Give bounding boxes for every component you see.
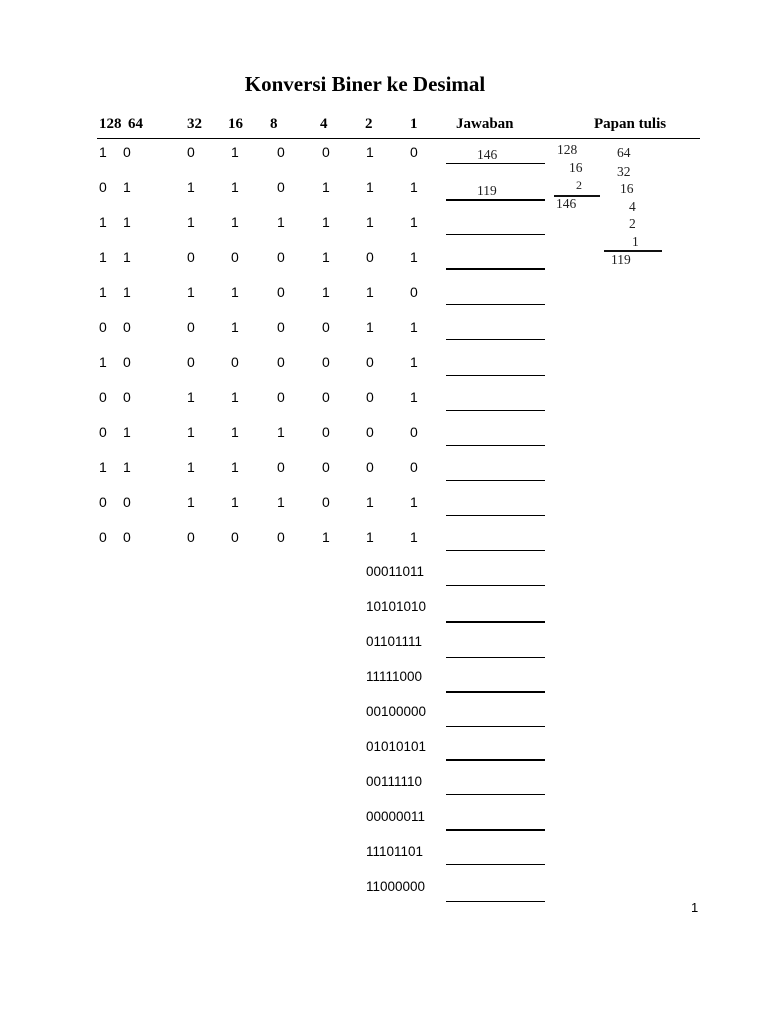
answer-line[interactable]	[446, 199, 545, 201]
answer-line[interactable]	[446, 585, 545, 586]
bit-cell: 1	[231, 319, 239, 335]
header-bit-8: 8	[270, 116, 278, 132]
bit-cell: 1	[231, 494, 239, 510]
answer-2: 119	[477, 183, 497, 198]
bit-cell: 0	[322, 389, 330, 405]
bit-cell: 0	[410, 424, 418, 440]
bit-cell: 1	[231, 459, 239, 475]
binary-string: 01010101	[366, 739, 427, 754]
bit-cell: 0	[322, 424, 330, 440]
binary-string: 00100000	[366, 704, 427, 719]
bit-cell: 1	[123, 179, 131, 195]
bit-cell: 1	[187, 424, 195, 440]
binary-string: 11000000	[366, 879, 426, 894]
bit-cell: 1	[322, 529, 330, 545]
page-number: 1	[691, 900, 699, 915]
bit-cell: 1	[187, 494, 195, 510]
binary-string: 00011011	[366, 564, 425, 579]
bit-cell: 1	[410, 249, 418, 265]
bit-cell: 0	[123, 494, 131, 510]
bit-cell: 1	[123, 424, 131, 440]
bit-cell: 0	[187, 249, 195, 265]
bit-cell: 0	[366, 389, 374, 405]
bit-cell: 0	[366, 424, 374, 440]
header-rule	[97, 138, 700, 139]
bit-cell: 0	[123, 319, 131, 335]
header-bit-16: 16	[228, 116, 243, 132]
bit-cell: 0	[277, 459, 285, 475]
work2-value-4: 4	[629, 199, 636, 214]
answer-line[interactable]	[446, 864, 545, 865]
bit-cell: 1	[366, 284, 374, 300]
bit-cell: 0	[366, 249, 374, 265]
work2-value-3: 16	[620, 181, 634, 196]
work1-value-3: 2	[576, 178, 582, 192]
bit-cell: 0	[322, 354, 330, 370]
bit-cell: 0	[322, 494, 330, 510]
bit-cell: 1	[187, 179, 195, 195]
bit-cell: 0	[277, 179, 285, 195]
bit-cell: 1	[231, 179, 239, 195]
bit-cell: 1	[123, 214, 131, 230]
work1-value-2: 16	[569, 160, 583, 175]
bit-cell: 1	[410, 389, 418, 405]
answer-line[interactable]	[446, 829, 545, 831]
bit-cell: 0	[277, 389, 285, 405]
work2-total: 119	[611, 252, 631, 267]
bit-cell: 1	[410, 529, 418, 545]
header-bit-1: 1	[410, 116, 418, 132]
binary-string: 01101111	[366, 634, 423, 649]
work2-value-6: 1	[632, 234, 639, 249]
bit-cell: 1	[322, 284, 330, 300]
bit-cell: 1	[123, 284, 131, 300]
bit-cell: 0	[123, 389, 131, 405]
bit-cell: 1	[366, 144, 374, 160]
bit-cell: 0	[277, 284, 285, 300]
answer-line[interactable]	[446, 375, 545, 376]
bit-cell: 0	[277, 144, 285, 160]
answer-line[interactable]	[446, 621, 545, 623]
bit-cell: 1	[277, 214, 285, 230]
bit-cell: 0	[277, 319, 285, 335]
bit-cell: 1	[277, 424, 285, 440]
bit-cell: 1	[410, 179, 418, 195]
bit-cell: 1	[187, 459, 195, 475]
bit-cell: 1	[410, 319, 418, 335]
bit-cell: 0	[123, 354, 131, 370]
work1-value-1: 128	[557, 142, 578, 157]
answer-line[interactable]	[446, 901, 545, 902]
bit-cell: 1	[187, 389, 195, 405]
bit-cell: 1	[123, 459, 131, 475]
answer-line[interactable]	[446, 691, 545, 693]
bit-cell: 1	[231, 424, 239, 440]
binary-string: 10101010	[366, 599, 427, 614]
bit-cell: 0	[231, 529, 239, 545]
bit-cell: 1	[410, 354, 418, 370]
bit-cell: 1	[410, 494, 418, 510]
bit-cell: 0	[231, 249, 239, 265]
header-jawaban: Jawaban	[456, 116, 514, 132]
answer-line[interactable]	[446, 759, 545, 761]
bit-cell: 1	[187, 214, 195, 230]
answer-line[interactable]	[446, 550, 545, 551]
bit-cell: 1	[123, 249, 131, 265]
answer-line[interactable]	[446, 445, 545, 446]
header-bit-64: 64	[128, 116, 143, 132]
bit-cell: 1	[366, 179, 374, 195]
bit-cell: 0	[99, 424, 107, 440]
work2-value-1: 64	[617, 145, 631, 160]
bit-cell: 1	[187, 284, 195, 300]
bit-cell: 0	[322, 319, 330, 335]
bit-cell: 0	[99, 389, 107, 405]
binary-string: 11111000	[366, 669, 423, 684]
bit-cell: 1	[231, 389, 239, 405]
bit-cell: 0	[123, 144, 131, 160]
bit-cell: 0	[187, 144, 195, 160]
work2-value-5: 2	[629, 216, 636, 231]
bit-cell: 1	[99, 284, 107, 300]
answer-line[interactable]	[446, 163, 545, 164]
binary-string: 00000011	[366, 809, 426, 824]
answer-1: 146	[477, 147, 498, 162]
bit-cell: 1	[366, 529, 374, 545]
answer-line[interactable]	[446, 339, 545, 340]
bit-cell: 1	[99, 214, 107, 230]
bit-cell: 1	[322, 179, 330, 195]
bit-cell: 1	[231, 284, 239, 300]
bit-cell: 1	[322, 214, 330, 230]
answer-line[interactable]	[446, 726, 545, 727]
bit-cell: 0	[366, 459, 374, 475]
work1-total: 146	[556, 196, 577, 211]
bit-cell: 0	[277, 529, 285, 545]
bit-cell: 0	[99, 319, 107, 335]
answer-line[interactable]	[446, 304, 545, 305]
work2-value-2: 32	[617, 164, 631, 179]
bit-cell: 0	[231, 354, 239, 370]
answer-line[interactable]	[446, 268, 545, 270]
bit-cell: 1	[99, 354, 107, 370]
bit-cell: 0	[277, 249, 285, 265]
bit-cell: 1	[231, 214, 239, 230]
bit-cell: 0	[99, 494, 107, 510]
header-bit-32: 32	[187, 116, 202, 132]
bit-cell: 0	[322, 144, 330, 160]
bit-cell: 1	[366, 494, 374, 510]
binary-string: 00111110	[366, 774, 423, 789]
bit-cell: 1	[99, 459, 107, 475]
answer-line[interactable]	[446, 234, 545, 235]
bit-cell: 1	[231, 144, 239, 160]
bit-cell: 1	[366, 319, 374, 335]
bit-cell: 0	[366, 354, 374, 370]
bit-cell: 0	[123, 529, 131, 545]
bit-cell: 0	[187, 319, 195, 335]
binary-string: 11101101	[366, 844, 424, 859]
bit-cell: 0	[187, 354, 195, 370]
bit-cell: 0	[410, 144, 418, 160]
bit-cell: 1	[99, 144, 107, 160]
bit-cell: 0	[99, 179, 107, 195]
bit-cell: 1	[99, 249, 107, 265]
answer-line[interactable]	[446, 410, 545, 411]
bit-cell: 0	[277, 354, 285, 370]
header-bit-128: 128	[99, 116, 122, 132]
page-title: Konversi Biner ke Desimal	[244, 72, 486, 96]
bit-cell: 0	[410, 284, 418, 300]
bit-cell: 0	[187, 529, 195, 545]
bit-cell: 0	[99, 529, 107, 545]
bit-cell: 1	[277, 494, 285, 510]
answer-line[interactable]	[446, 480, 545, 481]
answer-line[interactable]	[446, 794, 545, 795]
header-bit-4: 4	[320, 116, 328, 132]
header-bit-2: 2	[365, 116, 373, 132]
bit-cell: 0	[322, 459, 330, 475]
header-papan-tulis: Papan tulis	[594, 116, 667, 132]
bit-cell: 0	[410, 459, 418, 475]
bit-cell: 1	[322, 249, 330, 265]
answer-line[interactable]	[446, 515, 545, 516]
bit-cell: 1	[410, 214, 418, 230]
bit-cell: 1	[366, 214, 374, 230]
answer-line[interactable]	[446, 657, 545, 658]
